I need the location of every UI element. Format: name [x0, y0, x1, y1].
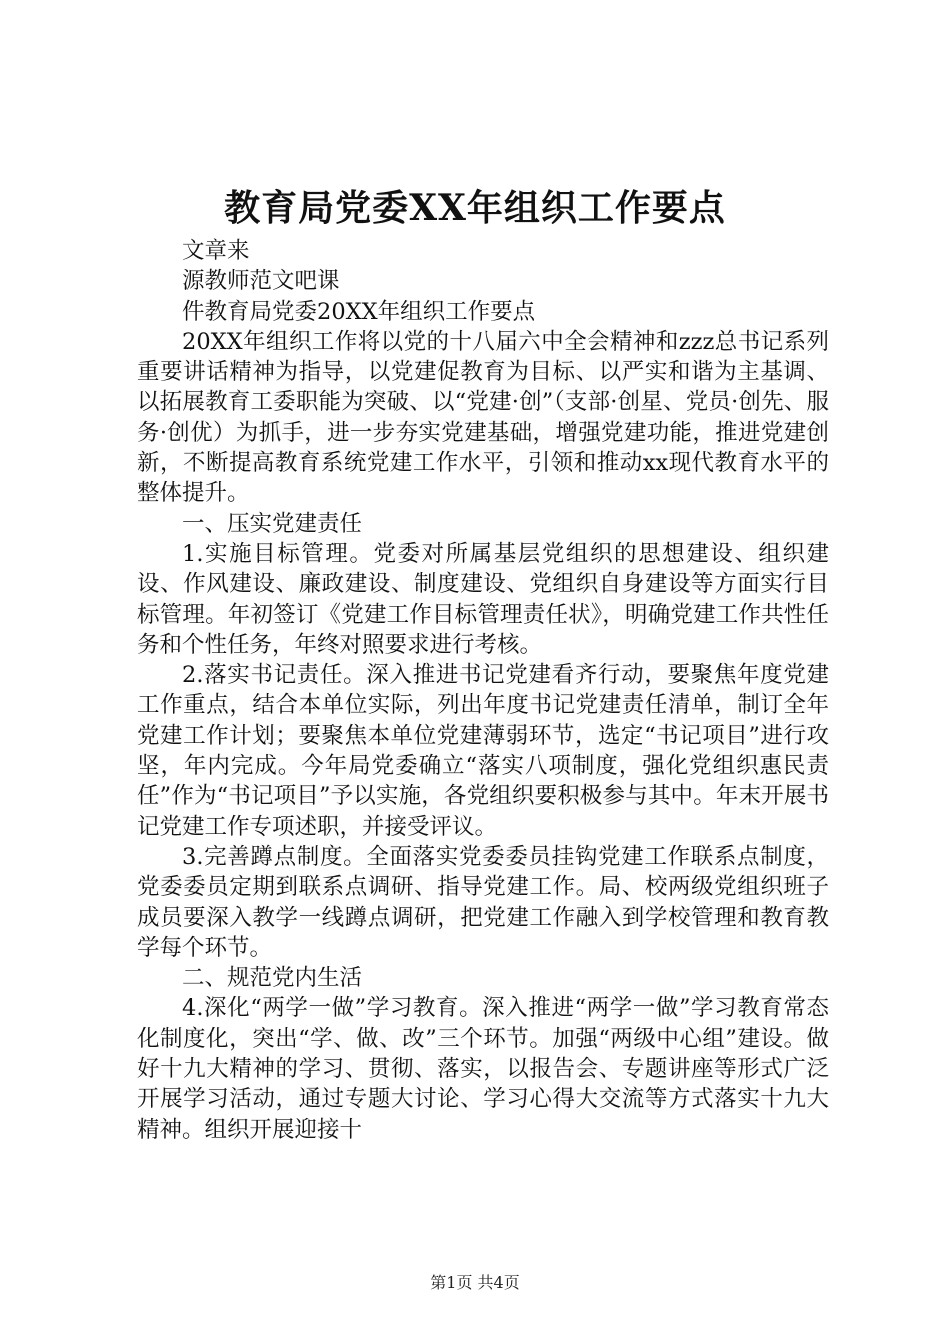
document-title: 教育局党委XX年组织工作要点 [224, 187, 726, 229]
page-footer: 第1页 共4页 [430, 1273, 520, 1292]
paragraph-source-line-2: 源教师范文吧课 [182, 268, 340, 295]
section-heading-1: 一、压实党建责任 [182, 510, 363, 537]
section-heading-2: 二、规范党内生活 [182, 965, 363, 992]
paragraph-intro: 20XX年组织工作将以党的十八届六中全会精神和zzz总书记系列重要讲话精神为指导，以党建促教育为目标、以严实和谐为主基调、以拓展教育工委职能为突破、以“党建·创”（支部·创星、党员·创先、服务·创优）为抓手，进一步夯实党建基础，增强党建功能，推进党建创新，不断提高教育系统党建工作水平，引领和推动xx现代教育水平的整体提升。 [137, 328, 829, 507]
paragraph-source-line-1: 文章来 [182, 238, 250, 264]
paragraph-item-3: 3.完善蹲点制度。全面落实党委委员挂钩党建工作联系点制度，党委委员定期到联系点调研、指导党建工作。局、校两级党组织班子成员要深入教学一线蹲点调研，把党建工作融入到学校管理和教育教学每个环节。 [137, 843, 829, 961]
paragraph-item-2: 2.落实书记责任。深入推进书记党建看齐行动，要聚焦年度党建工作重点，结合本单位实际，列出年度书记党建责任清单，制订全年党建工作计划；要聚焦本单位党建薄弱环节，选定“书记项目”进行攻坚，年内完成。今年局党委确立“落实八项制度，强化党组织惠民责任”作为“书记项目”予以实施，各党组织要积极参与其中。年末开展书记党建工作专项述职，并接受评议。 [137, 662, 829, 840]
paragraph-subtitle: 件教育局党委20XX年组织工作要点 [182, 298, 536, 325]
document-body [137, 236, 829, 1145]
paragraph-item-1: 1.实施目标管理。党委对所属基层党组织的思想建设、组织建设、作风建设、廉政建设、制度建设、党组织自身建设等方面实行目标管理。年初签订《党建工作目标管理责任状》，明确党建工作共性任务和个性任务，年终对照要求进行考核。 [137, 540, 829, 658]
paragraph-item-4: 4.深化“两学一做”学习教育。深入推进“两学一做”学习教育常态化制度化，突出“学、做、改”三个环节。加强“两级中心组”建设。做好十九大精神的学习、贯彻、落实，以报告会、专题讲座等形式广泛开展学习活动，通过专题大讨论、学习心得大交流等方式落实十九大精神。组织开展迎接十 [137, 995, 829, 1143]
